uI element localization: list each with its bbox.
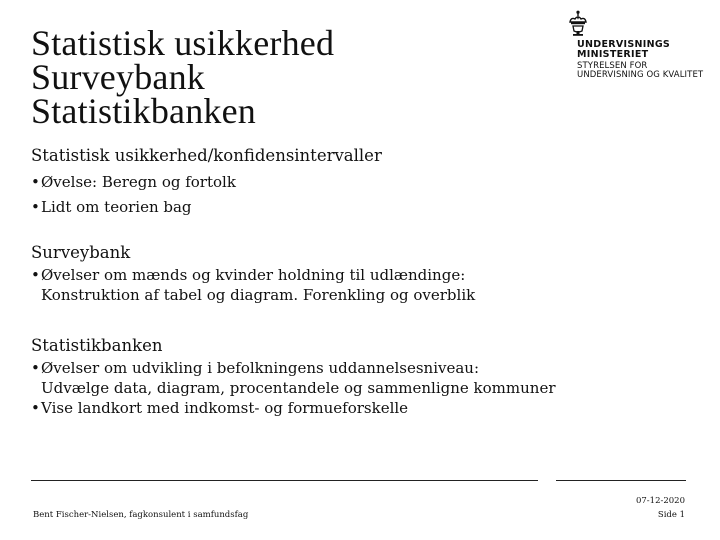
list-item-text-continued: Konstruktion af tabel og diagram. Forenkling og overblik	[41, 286, 476, 304]
section-statistikbanken	[31, 335, 556, 418]
crown-icon	[567, 10, 589, 38]
footer-date: 07-12-2020	[635, 496, 685, 506]
bullet-list	[31, 358, 556, 418]
list-item	[31, 170, 382, 195]
list-item-text-continued: Udvælge data, diagram, procentandele og sammenligne kommuner	[41, 379, 556, 397]
bullet-icon: •	[31, 198, 40, 216]
list-item-text: Øvelse: Beregn og fortolk	[41, 173, 236, 191]
bullet-list	[31, 170, 382, 220]
bullet-icon: •	[31, 266, 40, 284]
footer-divider	[31, 480, 538, 481]
bullet-icon: •	[31, 399, 40, 417]
list-item-text: Vise landkort med indkomst- og formueforskelle	[41, 399, 409, 417]
logo-text-line: UNDERVISNINGS	[577, 39, 671, 50]
section-heading: Surveybank	[31, 243, 131, 262]
bullet-icon: •	[31, 359, 40, 377]
title-line: Statistisk usikkerhed	[31, 23, 335, 63]
section-surveybank	[31, 242, 475, 305]
list-item-text: Lidt om teorien bag	[41, 198, 192, 216]
logo-text-line: MINISTERIET	[577, 49, 649, 60]
list-item-text: Øvelser om udvikling i befolkningens uddannelsesniveau:	[41, 359, 480, 377]
page-number: Side 1	[657, 510, 685, 520]
slide-title	[31, 23, 335, 131]
title-line: Surveybank	[31, 57, 205, 97]
ministry-logo	[566, 10, 706, 82]
bullet-icon: •	[31, 173, 40, 191]
list-item	[31, 358, 556, 398]
bullet-list	[31, 265, 475, 305]
section-heading: Statistisk usikkerhed/konfidensintervaller	[31, 146, 382, 165]
footer-divider	[556, 480, 686, 481]
list-item	[31, 195, 382, 220]
logo-text-line: STYRELSEN FOR	[577, 61, 648, 71]
title-line: Statistikbanken	[31, 91, 256, 131]
section-heading: Statistikbanken	[31, 336, 163, 355]
list-item	[31, 398, 556, 418]
list-item-text: Øvelser om mænds og kvinder holdning til udlændinge:	[41, 266, 466, 284]
list-item	[31, 265, 475, 305]
logo-text-line: UNDERVISNING OG KVALITET	[577, 70, 704, 80]
footer-author: Bent Fischer-Nielsen, fagkonsulent i samfundsfag	[33, 510, 249, 520]
section-statistisk-usikkerhed	[31, 145, 382, 220]
